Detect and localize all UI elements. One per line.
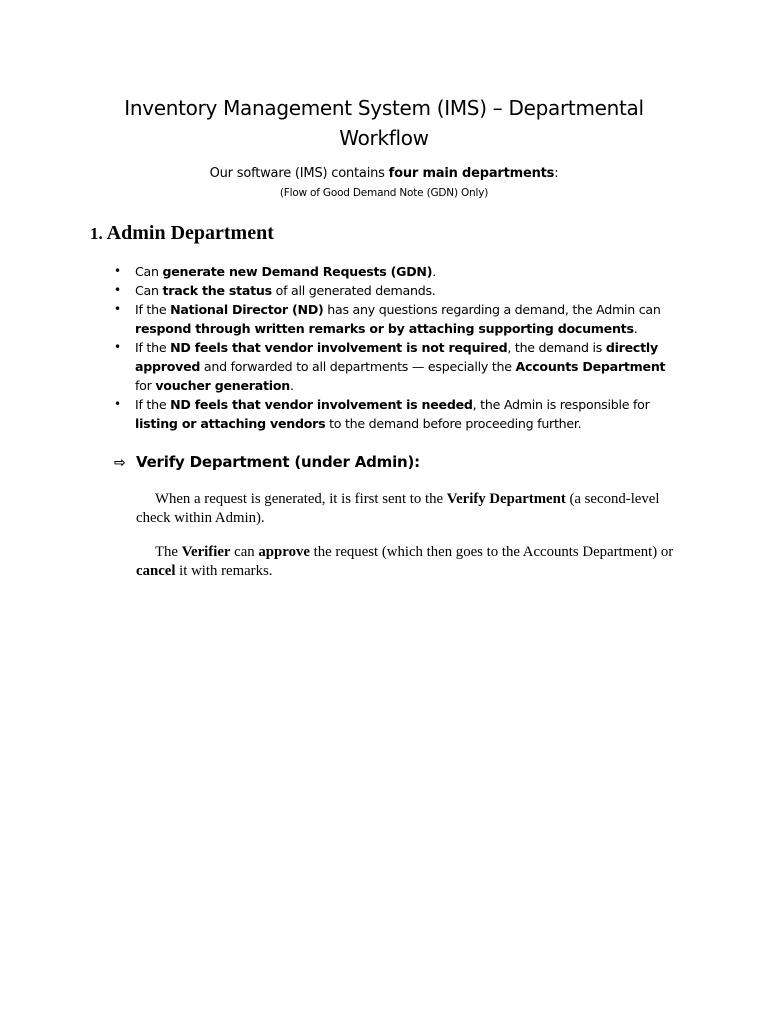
intro-line xyxy=(84,164,684,184)
text-run: , the demand is xyxy=(507,340,606,355)
text-run: and forwarded to all departments — especially the xyxy=(200,359,516,374)
text-run: If the xyxy=(135,397,171,412)
bullet-dot-icon: • xyxy=(114,264,121,278)
bold-text: respond through written remarks or by attaching supporting documents xyxy=(135,321,634,336)
intro-note: (Flow of Good Demand Note (GDN) Only) xyxy=(279,187,489,199)
bullet-item xyxy=(110,281,680,300)
bold-text: cancel xyxy=(136,563,176,579)
bold-text: ND feels that vendor involvement is needed xyxy=(170,397,473,412)
bullet-list xyxy=(110,262,680,433)
bullet-dot-icon: • xyxy=(114,283,121,297)
section-number: 1. xyxy=(90,224,103,243)
text-run: for xyxy=(135,378,156,393)
subsection-title: Verify Department (under Admin): xyxy=(136,453,420,471)
bold-text: listing or attaching vendors xyxy=(135,416,326,431)
text-run: the request (which then goes to the Accounts Department) or xyxy=(309,544,674,560)
subsection-heading xyxy=(114,450,420,475)
section-heading xyxy=(90,219,274,248)
section-title: Admin Department xyxy=(106,222,274,244)
bold-text: ND feels that vendor involvement is not required xyxy=(170,340,508,355)
text-run: (a second-level check within Admin). xyxy=(136,491,660,526)
bold-text: Verifier xyxy=(181,544,231,560)
bold-text: track the status xyxy=(162,283,272,298)
bold-text: generate new Demand Requests (GDN) xyxy=(162,264,433,279)
text-run: Can xyxy=(135,264,163,279)
bullet-dot-icon: • xyxy=(114,302,121,316)
bullet-item xyxy=(110,262,680,281)
paragraph-verify-intro xyxy=(136,490,676,528)
document-title: Inventory Management System (IMS) – Departmental Workflow xyxy=(124,96,644,150)
text-run: of all generated demands. xyxy=(271,283,436,298)
text-run: can xyxy=(230,544,259,560)
bold-text: approve xyxy=(258,544,310,560)
bold-text: voucher generation xyxy=(155,378,290,393)
intro-suffix: : xyxy=(554,166,559,181)
bullet-item xyxy=(110,338,680,395)
intro-prefix: Our software (IMS) contains xyxy=(209,166,389,181)
bold-text: National Director (ND) xyxy=(170,302,324,317)
intro-bold: four main departments xyxy=(388,166,555,181)
text-run: When a request is generated, it is first sent to the xyxy=(155,491,447,507)
text-run: If the xyxy=(135,340,171,355)
bold-text: Verify Department xyxy=(446,491,566,507)
bold-text: directly approved xyxy=(135,340,658,374)
text-run: to the demand before proceeding further. xyxy=(325,416,582,431)
text-run: If the xyxy=(135,302,171,317)
text-run: . xyxy=(633,321,638,336)
text-run: . xyxy=(289,378,294,393)
paragraph-verifier-actions xyxy=(136,543,676,581)
arrow-right-icon: ⇨ xyxy=(114,455,126,471)
bullet-dot-icon: • xyxy=(114,340,121,354)
bullet-item xyxy=(110,395,680,433)
bullet-item xyxy=(110,300,680,338)
text-run: . xyxy=(432,264,436,279)
text-run: has any questions regarding a demand, the Admin can xyxy=(323,302,661,317)
bullet-dot-icon: • xyxy=(114,397,121,411)
text-run: The xyxy=(155,544,182,560)
text-run: it with remarks. xyxy=(175,563,273,579)
bold-text: Accounts Department xyxy=(515,359,666,374)
text-run: Can xyxy=(135,283,163,298)
text-run: , the Admin is responsible for xyxy=(472,397,650,412)
